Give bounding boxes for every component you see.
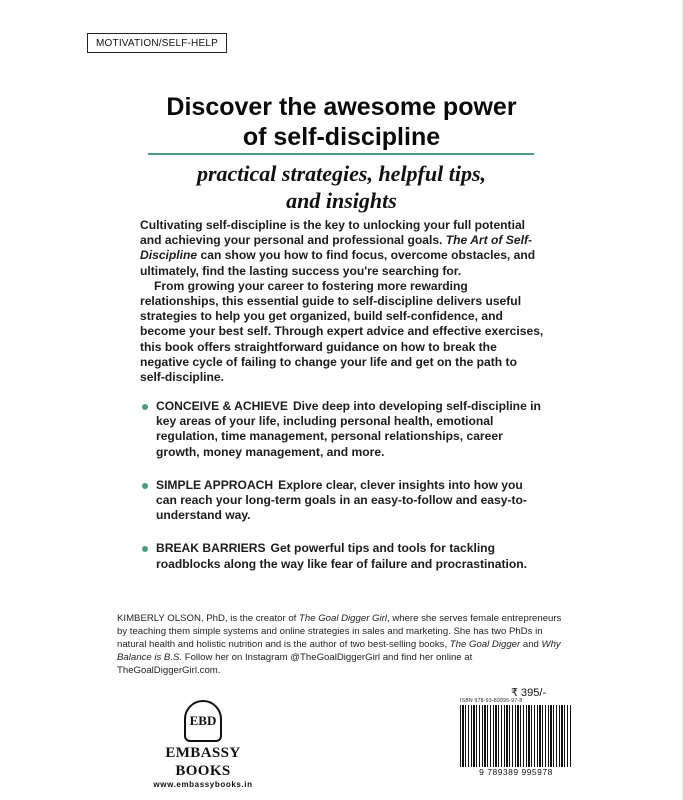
bullet-dot-icon [142,483,148,489]
bio-part-4: Follow her on Instagram @TheGoalDiggerGirl and find her online at TheGoalDiggerGirl.com. [117,652,473,676]
feature-text: Explore clear, clever insights into how you can reach your long-term goals in an easy-to-follow and easy-to-understand way. [156,477,527,523]
p1-start: Cultivating self-discipline is the key to unlocking your full potential and achieving your personal and professional goals. [140,218,526,248]
publisher-url: www.embassybooks.in [153,780,253,789]
publisher-logo [138,700,268,790]
feature-title: SIMPLE APPROACH [156,477,274,492]
feature-text: Dive deep into developing self-discipline in key areas of your life, including personal health, emotional regulation, time management, personal relationships, career growth, money management, and more. [156,399,541,459]
feature-item [140,478,544,524]
headline-line-1: Discover the awesome power [166,93,517,121]
bio-part-2: , where she serves female entrepreneurs by teaching them simple systems and online strategies in sales and marketing. She has two PhDs in natural health and holistic nutrition and is the author of two best-selling books, [117,613,562,650]
category-label: MOTIVATION/SELF-HELP [87,33,227,53]
subheadline [84,160,599,214]
isbn-label: ISBN 978-93-89995-97-8 [460,698,523,704]
bio-book-3: Why Balance is B.S. [117,639,561,663]
headline-divider [148,153,534,155]
feature-item [140,541,544,571]
bio-part-3: and [520,639,542,650]
description-paragraph-1 [140,218,544,279]
bio-part-1: KIMBERLY OLSON, PhD, is the creator of [117,613,299,624]
bio-book-2: The Goal Digger [449,639,521,650]
description-paragraph-2: From growing your career to fostering more rewarding relationships, this essential guide to self-discipline delivers useful strategies to help you get organized, build self-confidence, and become your best self. Through expert advice and effective exercises, this book offers straightforward guidance on how to break the negative cycle of failing to change your life and get on the path to self-discipline. [140,278,544,385]
price-label: ₹ 395/- [511,687,547,699]
headline [84,92,599,152]
feature-item [140,399,544,460]
feature-text: Get powerful tips and tools for tackling roadblocks along the way like fear of failure and procrastination. [156,541,527,571]
subhead-line-2: and insights [286,188,397,213]
barcode-icon [460,705,572,767]
publisher-name: EMBASSY BOOKS [165,745,241,779]
description [140,218,544,385]
author-bio [117,612,572,677]
bullet-dot-icon [142,546,148,552]
p1-end: can show you how to find focus, overcome obstacles, and ultimately, find the lasting success you're searching for. [140,248,536,278]
subhead-line-1: practical strategies, helpful tips, [196,161,487,186]
headline-line-2: of self-discipline [242,123,441,151]
isbn-block [460,698,572,777]
feature-title: BREAK BARRIERS [156,541,266,556]
book-title-italic: The Art of Self-Discipline [140,233,533,263]
bullet-dot-icon [142,404,148,410]
feature-list [140,399,544,590]
feature-title: CONCEIVE & ACHIEVE [156,399,288,413]
bio-book-1: The Goal Digger Girl [299,613,387,624]
isbn-number: 9 789389 995978 [479,767,553,777]
publisher-emblem-icon: EBD [184,700,222,742]
